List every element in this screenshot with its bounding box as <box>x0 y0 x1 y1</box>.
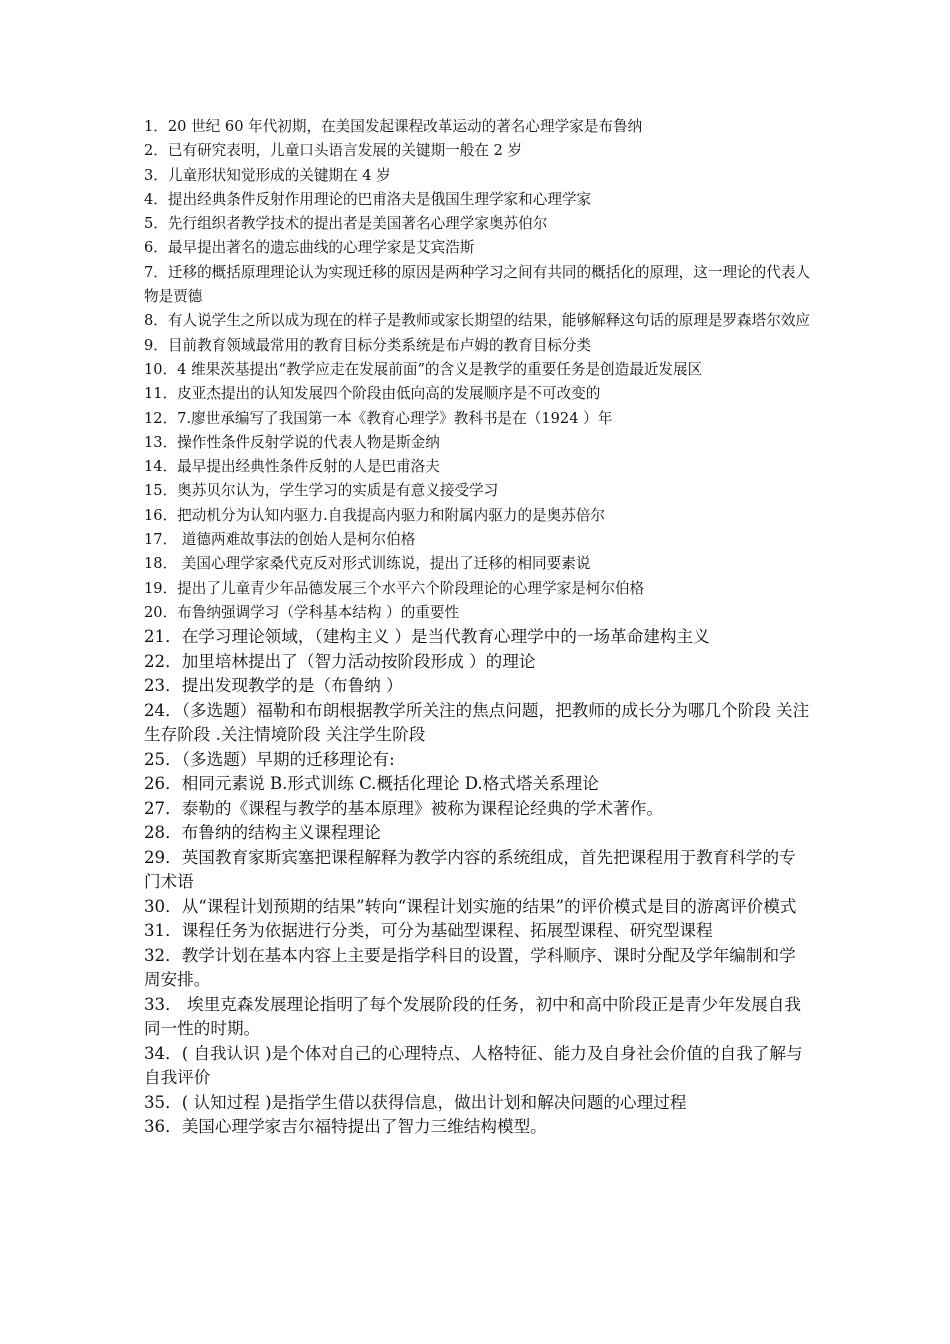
list-item: 6．最早提出著名的遗忘曲线的心理学家是艾宾浩斯 <box>144 239 475 257</box>
list-item: 28．布鲁纳的结构主义课程理论 <box>144 823 381 843</box>
list-item: 4．提出经典条件反射作用理论的巴甫洛夫是俄国生理学家和心理学家 <box>144 190 592 208</box>
list-item: 7．迁移的概括原理理论认为实现迁移的原因是两种学习之间有共同的概括化的原理，这一理论的代表人物是贾德 <box>144 263 811 306</box>
list-item: 13．操作性条件反射学说的代表人物是斯金纳 <box>144 433 440 451</box>
list-item: 33． 埃里克森发展理论指明了每个发展阶段的任务，初中和高中阶段正是青少年发展自我同一性的时期。 <box>144 994 801 1039</box>
list-item: 23．提出发现教学的是（布鲁纳 ） <box>144 676 403 696</box>
list-item: 10．4 维果茨基提出“教学应走在发展前面”的含义是教学的重要任务是创造最近发展区 <box>144 360 703 378</box>
list-item: 22．加里培林提出了（智力活动按阶段形成 ）的理论 <box>144 651 536 671</box>
list-item: 35．( 认知过程 )是指学生借以获得信息，做出计划和解决问题的心理过程 <box>144 1092 687 1112</box>
list-item: 31．课程任务为依据进行分类，可分为基础型课程、拓展型课程、研究型课程 <box>144 921 713 941</box>
list-item: 25．（多选题）早期的迁移理论有: <box>144 749 395 769</box>
list-item: 18． 美国心理学家桑代克反对形式训练说，提出了迁移的相同要素说 <box>144 555 591 573</box>
list-item: 1．20 世纪 60 年代初期，在美国发起课程改革运动的著名心理学家是布鲁纳 <box>144 118 643 135</box>
list-item: 12．7.廖世承编写了我国第一本《教育心理学》教科书是在（1924 ）年 <box>144 409 613 427</box>
list-item: 9．目前教育领域最常用的教育目标分类系统是布卢姆的教育目标分类 <box>144 336 592 354</box>
list-item: 21．在学习理论领域，（建构主义 ）是当代教育心理学中的一场革命建构主义 <box>144 627 710 647</box>
list-item: 29．英国教育家斯宾塞把课程解释为教学内容的系统组成，首先把课程用于教育科学的专门术语 <box>144 847 796 892</box>
list-item: 24．（多选题）福勒和布朗根据教学所关注的焦点问题，把教师的成长分为哪几个阶段 关注生存阶段 .关注情境阶段 关注学生阶段 <box>144 700 810 745</box>
list-item: 15．奥苏贝尔认为，学生学习的实质是有意义接受学习 <box>144 482 499 500</box>
list-item: 26．相同元素说 B.形式训练 C.概括化理论 D.格式塔关系理论 <box>144 774 599 794</box>
list-item: 36．美国心理学家吉尔福特提出了智力三维结构模型。 <box>144 1117 547 1137</box>
item-group-small <box>144 115 812 625</box>
list-item: 3．儿童形状知觉形成的关键期在 4 岁 <box>144 166 391 184</box>
list-item: 30．从“课程计划预期的结果”转向“课程计划实施的结果”的评价模式是目的游离评价模式 <box>144 896 797 916</box>
list-item: 17． 道德两难故事法的创始人是柯尔伯格 <box>144 531 416 549</box>
list-item: 5．先行组织者教学技术的提出者是美国著名心理学家奥苏伯尔 <box>144 215 548 233</box>
list-item: 14．最早提出经典性条件反射的人是巴甫洛夫 <box>144 458 440 476</box>
list-item: 11．皮亚杰提出的认知发展四个阶段由低向高的发展顺序是不可改变的 <box>144 385 601 403</box>
list-item: 27．泰勒的《课程与教学的基本原理》被称为课程论经典的学术著作。 <box>144 798 663 818</box>
list-item: 16．把动机分为认知内驱力.自我提高内驱力和附属内驱力的是奥苏倍尔 <box>144 506 606 524</box>
list-item: 20．布鲁纳强调学习（学科基本结构 ）的重要性 <box>144 603 460 621</box>
item-group-large <box>144 625 812 1140</box>
list-item: 2．已有研究表明，儿童口头语言发展的关键期一般在 2 岁 <box>144 142 523 160</box>
list-item: 34．( 自我认识 )是个体对自己的心理特点、人格特征、能力及自身社会价值的自我了解与自我评价 <box>144 1043 803 1088</box>
list-item: 32．教学计划在基本内容上主要是指学科目的设置，学科顺序、课时分配及学年编制和学周安排。 <box>144 945 796 990</box>
list-item: 8．有人说学生之所以成为现在的样子是教师或家长期望的结果，能够解释这句话的原理是罗森塔尔效应 <box>144 312 811 330</box>
document-page <box>144 115 812 1140</box>
list-item: 19．提出了儿童青少年品德发展三个水平六个阶段理论的心理学家是柯尔伯格 <box>144 579 645 597</box>
